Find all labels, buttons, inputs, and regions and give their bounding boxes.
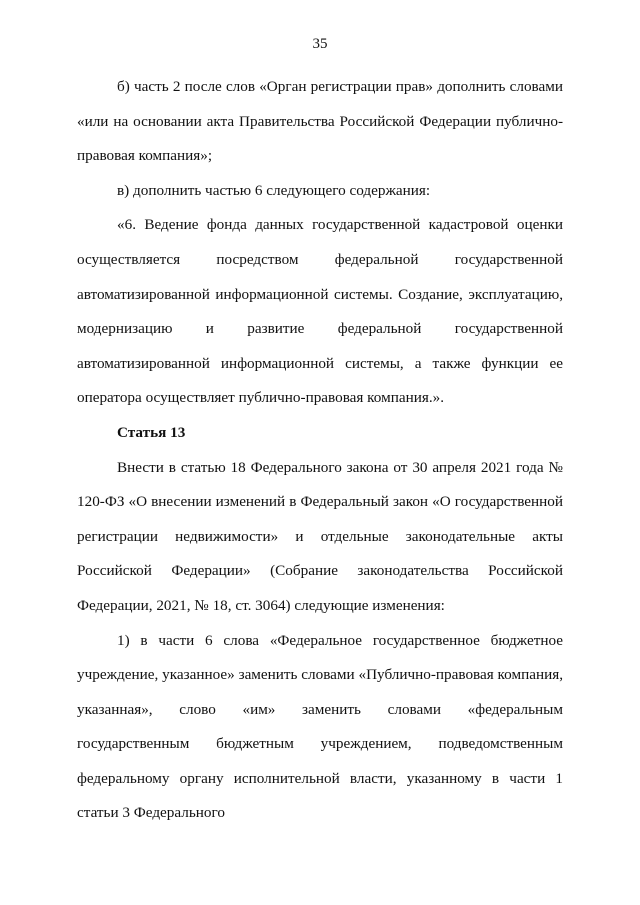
paragraph-item-1: 1) в части 6 слова «Федеральное государственное бюджетное учреждение, указанное» заменить словами «Публично-правовая компания, указанная», слово «им» заменить словами «федеральным государственным бюджетным учреждением, подведомственным федеральному органу исполнительной власти, указанному в части 1 статьи 3 Федерального bbox=[77, 631, 563, 822]
article-heading: Статья 13 bbox=[117, 423, 186, 441]
paragraph-article-intro: Внести в статью 18 Федерального закона от 30 апреля 2021 года № 120-ФЗ «О внесении изменений в Федеральный закон «О государственной регистрации недвижимости» и отдельные законодательные акты Российской Федерации» (Собрание законодательства Российской Федерации, 2021, № 18, ст. 3064) следующие изменения: bbox=[77, 458, 563, 614]
paragraph-amendment-v: в) дополнить частью 6 следующего содержания: bbox=[117, 181, 431, 199]
paragraph-part-6-text: «6. Ведение фонда данных государственной кадастровой оценки осуществляется посредством федеральной государственной автоматизированной информационной системы. Создание, эксплуатацию, модернизацию и развитие федеральной государственной автоматизированной информационной системы, а также функции ее оператора осуществляет публично-правовая компания.». bbox=[77, 216, 563, 407]
document-body bbox=[77, 70, 563, 831]
page-number: 35 bbox=[312, 36, 328, 52]
paragraph-amendment-b: б) часть 2 после слов «Орган регистрации прав» дополнить словами «или на основании акта Правительства Российской Федерации публично-правовая компания»; bbox=[77, 78, 563, 165]
